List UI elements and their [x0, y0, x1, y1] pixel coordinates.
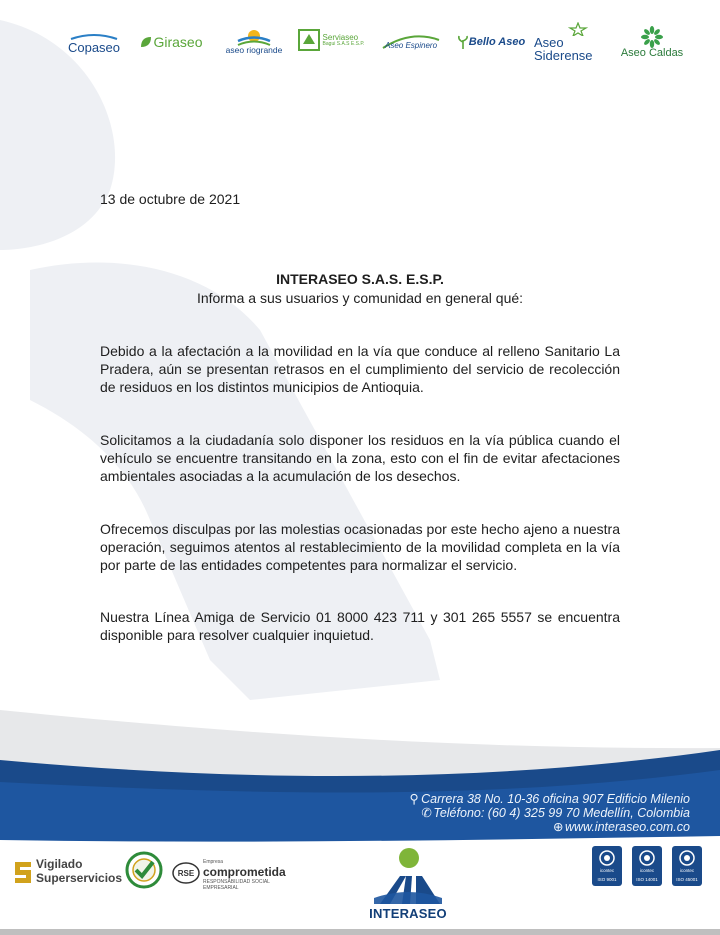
- logo-aseo-espinero: Aseo Espinero: [374, 28, 448, 56]
- paragraph-2: Solicitamos a la ciudadanía solo disponer los residuos en la vía pública cuando el vehículo se encuentre transitando en la zona, esto con el fin de evitar afectaciones ambientales asociadas a la acumulación de los desechos.: [100, 432, 620, 484]
- phone-icon: ✆: [421, 806, 432, 820]
- serviaseo-box-icon: [298, 29, 320, 51]
- interaseo-logo: [360, 846, 456, 926]
- flower-icon: [641, 26, 663, 48]
- paragraph-1: Debido a la afectación a la movilidad en la vía que conduce al relleno Sanitario La Pradera, aún se presentan retrasos en el cumplimiento del servicio de recolección de residuos en los distintos municipios de Antioquia.: [100, 343, 620, 395]
- vigilado-superservicios-logo: Vigilado Superservicios: [12, 855, 122, 889]
- logo-serviaseo: Serviaseo Bagui S.A.S E.S.P.: [296, 26, 366, 54]
- brand-logos: [58, 18, 698, 68]
- logo-aseo-caldas: Aseo Caldas: [614, 22, 690, 62]
- logo-copaseo: Copaseo: [64, 28, 124, 58]
- footer-phone: Teléfono: (60 4) 325 99 70 Medellín, Colombia: [433, 806, 690, 820]
- star-icon: [568, 22, 588, 36]
- cert-iso-14001: icontec ISO 14001: [632, 846, 662, 892]
- logo-aseo-siderense: Aseo Siderense: [534, 20, 606, 64]
- logo-bello-aseo: Bello Aseo: [456, 30, 526, 54]
- intro-line: Informa a sus usuarios y comunidad en general qué:: [196, 290, 524, 306]
- sprout-icon: [457, 35, 469, 49]
- interaseo-wordmark: INTERASEO: [369, 906, 447, 921]
- icontec-certifications: [590, 846, 708, 900]
- rse-badge-icon: [172, 859, 200, 887]
- logo-aseo-riogrande: aseo riogrande: [218, 24, 290, 58]
- interaseo-emblem-icon: [360, 846, 456, 906]
- footer-contact: [409, 792, 690, 834]
- bottom-bar: [0, 929, 720, 935]
- certification-seal-icon: [124, 850, 164, 890]
- superservicios-icon: [12, 857, 34, 887]
- paragraph-3: Ofrecemos disculpas por las molestias ocasionadas por este hecho ajeno a nuestra operación, seguimos atentos al restablecimiento de la movilidad completa en la vía por parte de las entidades competentes para normalizar el servicio.: [100, 521, 620, 573]
- company-heading: INTERASEO S.A.S. E.S.P.: [276, 271, 444, 287]
- cert-iso-45001: icontec ISO 45001: [672, 846, 702, 892]
- cert-iso-9001: icontec ISO 9001: [592, 846, 622, 892]
- rse-logo: RSE Empresa comprometida RESPONSABILIDAD SOCIAL EMPRESARIAL: [172, 858, 292, 888]
- svg-text:RSE: RSE: [177, 869, 195, 878]
- paragraph-4: Nuestra Línea Amiga de Servicio 01 8000 423 711 y 301 265 5557 se encuentra disponible para resolver cualquier inquietud.: [100, 609, 620, 643]
- globe-icon: ⊕: [552, 820, 564, 834]
- footer-address: Carrera 38 No. 10-36 oficina 907 Edificio Milenio: [421, 792, 690, 806]
- logo-giraseo: Giraseo: [136, 30, 206, 54]
- leaf-icon: [139, 35, 153, 49]
- location-icon: ⚲: [409, 792, 419, 806]
- footer-website[interactable]: www.interaseo.com.co: [564, 820, 690, 834]
- letter-date: 13 de octubre de 2021: [100, 191, 241, 207]
- sun-river-icon: [237, 28, 271, 46]
